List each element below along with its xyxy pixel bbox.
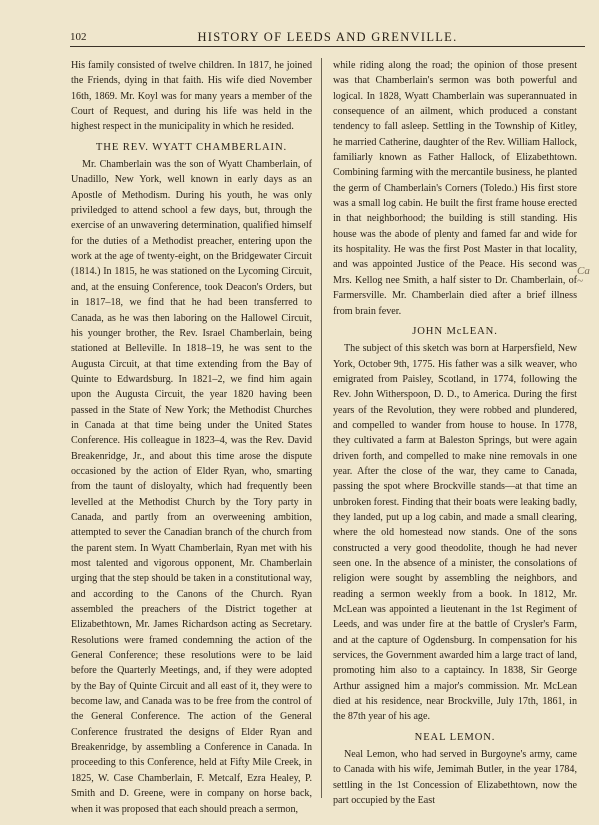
section-heading-lemon: NEAL LEMON. — [414, 731, 496, 743]
left-column — [71, 58, 312, 817]
koyl-closing-paragraph: His family consisted of twelve children. In 1817, he joined the Friends, dying in that faith. His wife died November 16th, 1869. Mr. Koyl was for many years a member of the Court of Request, and during his life was held in the highest respect in the municipality in which he resided. — [71, 60, 312, 133]
mclean-paragraph: The subject of this sketch was born at Harpersfield, New York, October 9th, 1775. His father was a silk weaver, who emigrated from Paisley, Scotland, in 1774, following the Rev. John Witherspoon, D. D., to America. During the first years of the Revolution, they were robbed and plundered, and compelled to wander from house to house. In 1778, they cultivated a farm at Baleston Springs, but were again driven forth, and compelled to make nine removals in one year. After the close of the war, they came to Canada, passing the spot where Brockville stands—at that time an unbroken forest. Finding that their boats were leaking badly, they landed, put up a log cabin, and made a small clearing, where the old homestead now stands. One of the sons constructed a very good theodolite, though he had never seen one. In the absence of a minister, the consolations of religion were sought by assembling the neighbors, and reading a sermon weekly from a book. In 1812, Mr. McLean was appointed a lieutenant in the 1st Regiment of Leeds, and was under fire at the battle of Crysler's Farm, and at the capture of Ogdensburg. In compensation for his services, the Government awarded him a large tract of land, promoting him also to a captaincy. In 1838, Sir George Arthur assigned him a major's commission. Mr. McLean died at his residence, near Brockville, July 17th, 1861, in the 87th year of his age. — [333, 343, 577, 723]
chamberlain-paragraph-continued: while riding along the road; the opinion of those present was that Chamberlain's sermon was both powerful and logical. In 1828, Wyatt Chamberlain was superannuated in consequence of an ailment, which produced a constant tendency to fall asleep. Settling in the Township of Kitley, he married Catherine, daughter of the Rev. William Hallock, familiarly known as Father Hallock, of Elizabethtown. Combining farming with the mercantile business, he planted the germ of Chamberlain's Corners (Toledo.) His first store was a small log cabin. He built the first frame house erected in that neighborhood; the building is still standing. His house was the abode of plenty and famed far and wide for its hospitality. He was the first Post Master in that locality, and was appointed Justice of the Peace. His second was Mrs. Kellog nee Smith, a half sister to Dr. Chamberlain, of Farmersville. Mr. Chamberlain died after a brief illness from brain fever. — [333, 60, 578, 317]
page-number: 102 — [70, 31, 87, 43]
handwritten-margin-note: Ca ~ — [577, 265, 590, 287]
lemon-paragraph: Neal Lemon, who had served in Burgoyne's army, came to Canada with his wife, Jemimah Butler, in the year 1784, settling in the 1st Concession of Elizabethtown, now the part occupied by the East — [333, 749, 577, 807]
section-heading-chamberlain: THE REV. WYATT CHAMBERLAIN. — [95, 141, 288, 153]
page-header — [70, 30, 585, 47]
running-title: HISTORY OF LEEDS AND GRENVILLE. — [197, 30, 458, 44]
right-column — [333, 58, 577, 809]
section-heading-mclean: JOHN McLEAN. — [412, 325, 498, 337]
chamberlain-paragraph: Mr. Chamberlain was the son of Wyatt Chamberlain, of Unadillo, New York, well known in early days as an Apostle of Methodism. During his youth, he was only priviledged to attend school a few days, but, through the exercise of an unwavering determination, qualified himself for the duties of a Methodist preacher, entering upon the work at the age of twenty-eight, on the Bridgewater Circuit (1814.) In 1815, he was stationed on the Lycoming Circuit, and, at the ensuing Conference, took Deacon's Orders, but in 1817–18, we find that he had been transferred to Canada, as he was then laboring on the Hallowel Circuit, his younger brother, the Rev. Israel Chamberlain, being stationed at Belleville. In 1818–19, he was sent to the Augusta Circuit, at that time extending from the Bay of Quinte to Edwardsburg. In 1821–2, we find him again upon the Augusta Circuit, the year 1820 having been passed in the State of New York; the Methodist Churches in Canada at that time being under the United States Conference. His colleague in 1823–4, was the Rev. David Breakenridge, Jr., and about this time arose the dispute occasioned by the action of Elder Ryan, who, smarting from the taunt of disloyalty, which had frequently been levelled at the Methodist Church by the Tory party in Canada, and partly from an overweening ambition, attempted to sever the Canadian branch of the church from the parent stem. In Wyatt Chamberlain, Ryan met with his most talented and vigorous opponent, Mr. Chamberlain urging that the step should be taken in a constitutional way, and according to the Canons of the Church. Ryan assembled the preachers of the District together at Elizabethtown, Mr. James Richardson acting as Secretary. Resolutions were framed condemning the action of the General Conference; these resolutions were to be laid before the Quarterly Meetings, and, if they were adopted by the Bay of Quinte Circuit and all east of it, they were to become law, and Canada was to be free from the control of the General Conference. The action of the General Conference frustrated the designs of Elder Ryan and Breakenridge, by assembling a Conference in Canada. In proceeding to this Conference, held at Fifty Mile Creek, in 1825, W. Case Chamberlain, F. Metcalf, Ezra Healey, P. Smith and D. Greene, were in company on horse back, when it was proposed that each should preach a sermon, — [71, 159, 312, 815]
column-divider — [321, 58, 322, 798]
